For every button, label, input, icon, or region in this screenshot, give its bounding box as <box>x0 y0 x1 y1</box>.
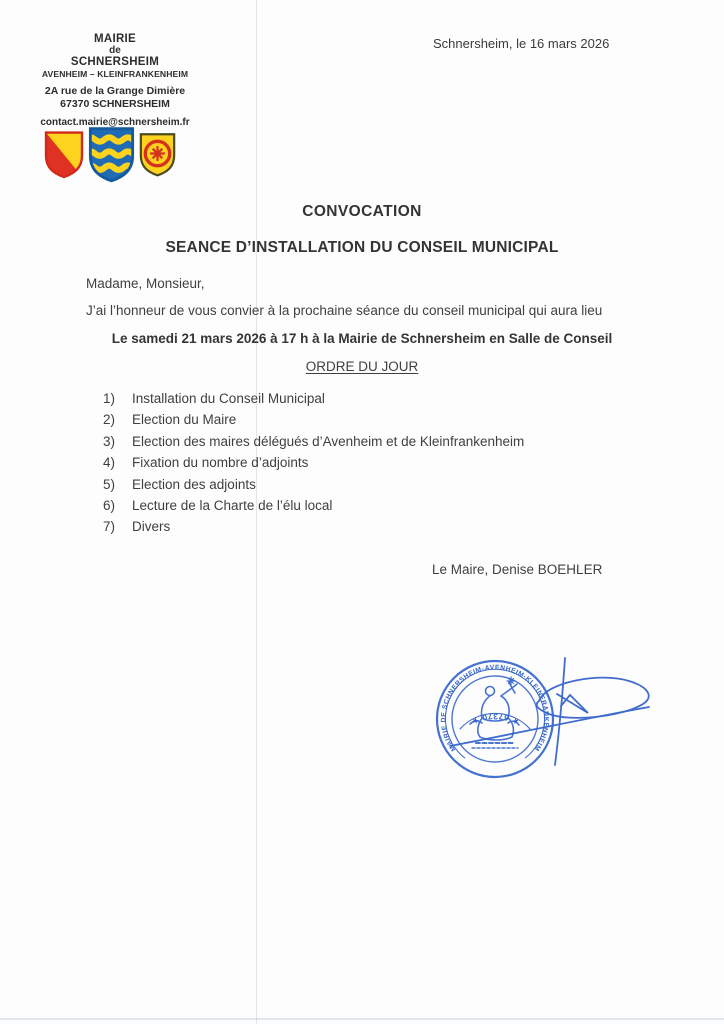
agenda-item <box>103 495 524 516</box>
letterhead-email: contact.mairie@schnersheim.fr <box>40 117 190 128</box>
letterhead <box>26 33 204 128</box>
letterhead-street: 2A rue de la Grange Dimière <box>44 85 186 97</box>
agenda-item <box>103 388 524 409</box>
coat-of-arms-wavy-icon <box>88 126 135 184</box>
agenda-item <box>103 452 524 473</box>
agenda-list <box>103 388 524 538</box>
document-subtitle: SEANCE D’INSTALLATION DU CONSEIL MUNICIPAL <box>165 239 559 256</box>
coat-of-arms-bend-icon <box>44 131 84 179</box>
agenda-item-text: Election des maires délégués d’Avenheim et de Kleinfrankenheim <box>132 433 525 449</box>
agenda-item-number: 6) <box>103 498 116 514</box>
seal-postal-code: ★ 67370 ★ <box>468 711 522 727</box>
salutation: Madame, Monsieur, <box>86 276 205 291</box>
agenda-item-number: 1) <box>103 391 116 406</box>
agenda-heading: ORDRE DU JOUR <box>305 359 419 374</box>
letterhead-communes-associees: AVENHEIM – KLEINFRANKENHEIM <box>41 69 189 79</box>
coat-of-arms-wheel-icon <box>139 132 176 178</box>
agenda-item-number: 4) <box>103 455 116 471</box>
agenda-item-text: Election des adjoints <box>132 476 256 492</box>
agenda-item-text: Lecture de la Charte de l’élu local <box>132 498 333 514</box>
letterhead-commune: SCHNERSHEIM <box>70 56 160 68</box>
signatory-line: Le Maire, Denise BOEHLER <box>432 562 603 577</box>
agenda-item <box>103 431 524 452</box>
letterhead-city: 67370 SCHNERSHEIM <box>60 98 170 110</box>
document-title: CONVOCATION <box>302 203 422 220</box>
agenda-item-number: 2) <box>103 412 116 428</box>
dateline: Schnersheim, le 16 mars 2026 <box>433 36 610 51</box>
agenda-item-text: Divers <box>132 519 171 535</box>
agenda-item <box>103 474 524 495</box>
intro-paragraph: J’ai l’honneur de vous convier à la prochaine séance du conseil municipal qui aura lieu <box>86 303 603 318</box>
agenda-item-number: 7) <box>103 519 116 535</box>
agenda-item <box>103 516 524 537</box>
letterhead-de: de <box>109 45 121 56</box>
coats-of-arms <box>44 126 176 184</box>
letterhead-mairie: MAIRIE <box>93 33 137 45</box>
agenda-item-text: Election du Maire <box>132 412 237 428</box>
agenda-item-text: Installation du Conseil Municipal <box>132 391 325 406</box>
seal-ring-text: MAIRIE DE SCHNERSHEIM-AVENHEIM-KLEINFRANKENHEIM <box>440 664 550 753</box>
scan-bottom-edge <box>0 1018 724 1020</box>
agenda-item-text: Fixation du nombre d’adjoints <box>132 455 309 471</box>
agenda-item-number: 5) <box>103 476 116 492</box>
municipal-seal-icon <box>418 638 662 794</box>
official-stamp-and-signature <box>418 638 662 794</box>
meeting-details: Le samedi 21 mars 2026 à 17 h à la Mairie de Schnersheim en Salle de Conseil <box>111 331 613 346</box>
agenda-item <box>103 409 524 430</box>
agenda-item-number: 3) <box>103 433 116 449</box>
